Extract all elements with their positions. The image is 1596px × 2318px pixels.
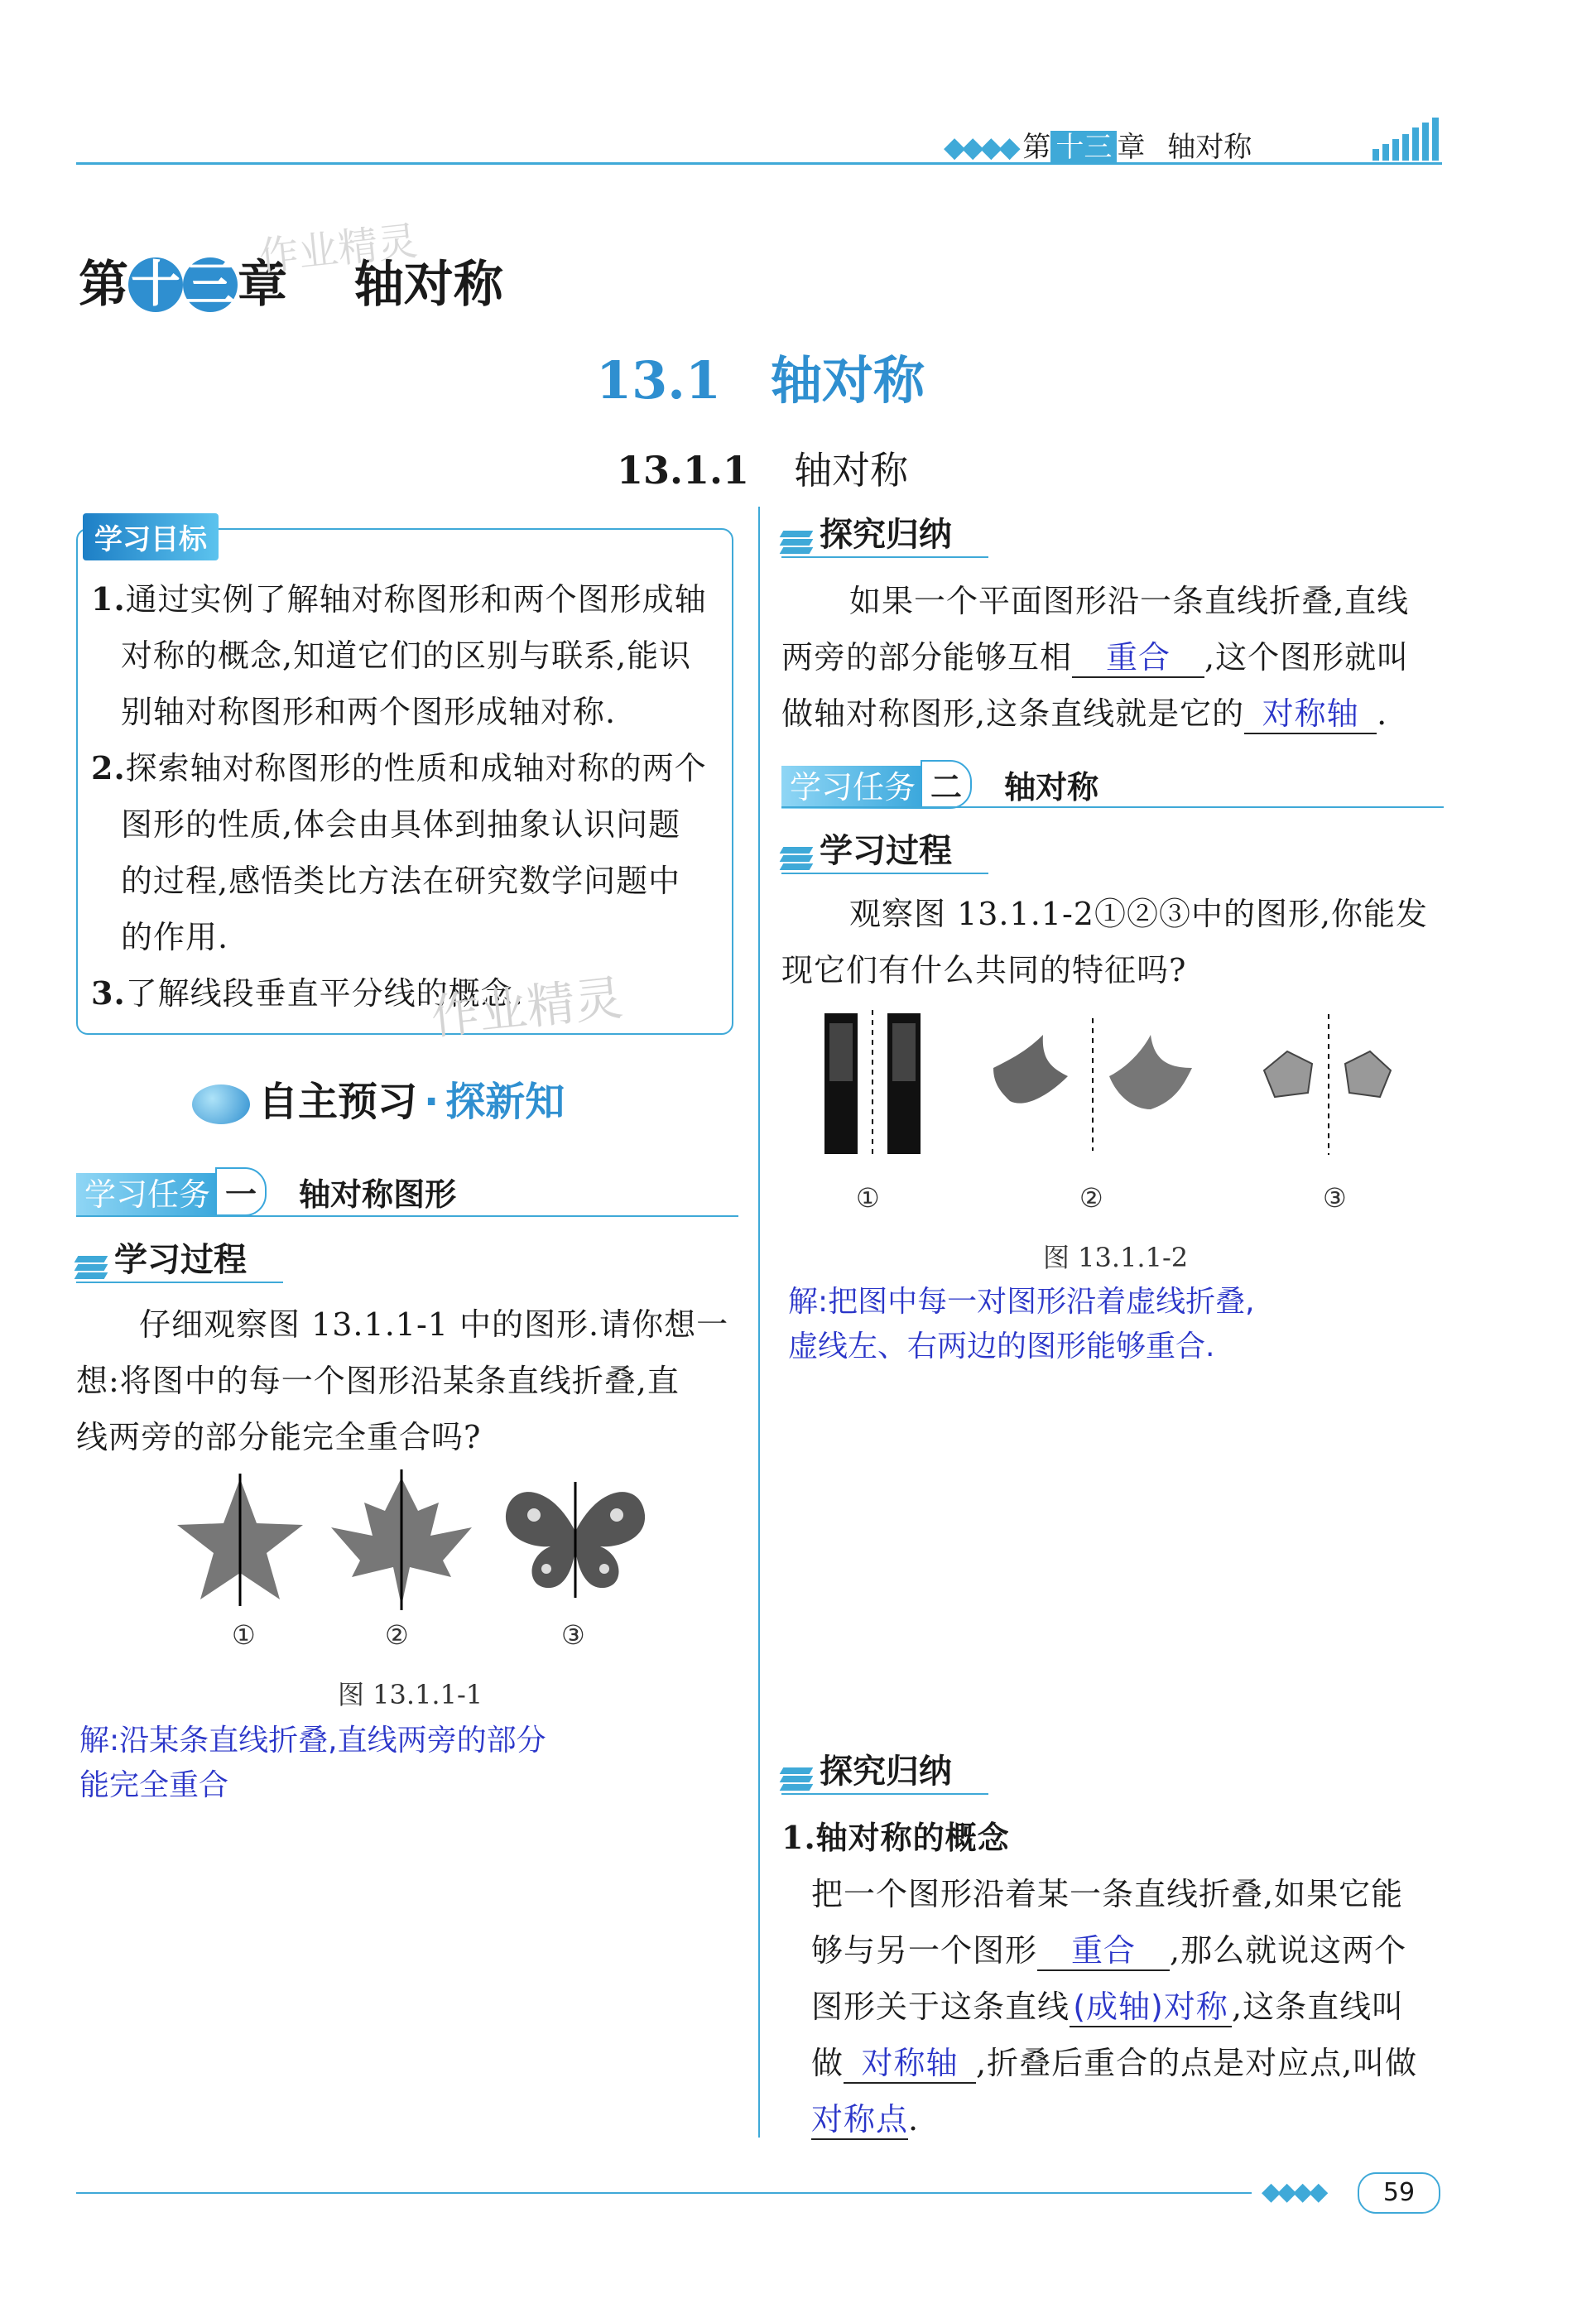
bars-icon — [1371, 116, 1442, 162]
section-title — [596, 339, 925, 413]
header-chapter-suffix: 章 — [1117, 131, 1146, 164]
objective-line: 通过实例了解轴对称图形和两个图形成轴 — [125, 581, 707, 618]
watermark: 作业精灵 — [428, 969, 626, 1046]
objective-num: 2. — [91, 749, 126, 786]
objective-line: 别轴对称图形和两个图形成轴对称. — [121, 694, 617, 730]
answer-blank: 对称轴 — [844, 2044, 976, 2084]
task-title: 轴对称图形 — [299, 1176, 457, 1213]
stack-icon — [781, 844, 815, 873]
task2-rule — [781, 806, 1444, 808]
chapter-prefix: 第 — [79, 256, 128, 314]
subsection-name: 轴对称 — [794, 448, 909, 493]
figure-caption: 图 13.1.1-2 — [1043, 1242, 1189, 1273]
arrows-icon: ◆◆◆◆ — [1262, 2177, 1325, 2206]
answer-line: 解:把图中每一对图形沿着虚线折叠, — [788, 1285, 1255, 1319]
chapter-name: 轴对称 — [353, 256, 503, 314]
figure-label: ② — [1079, 1182, 1103, 1214]
heading-text: 学习过程 — [820, 832, 952, 870]
objectives-label: 学习目标 — [83, 513, 219, 560]
subsection-num: 13.1.1 — [617, 448, 750, 493]
chapter-num1: 十 — [128, 257, 183, 312]
item-title: 1.轴对称的概念 — [781, 1819, 1010, 1856]
text-line: 做轴对称图形,这条直线就是它的 — [781, 695, 1245, 732]
summary1-heading — [781, 508, 952, 557]
text-line: 如果一个平面图形沿一条直线折叠,直线 — [849, 583, 1410, 619]
figure-label: ① — [856, 1182, 880, 1214]
objective-2 — [91, 740, 728, 965]
footer-rule — [76, 2192, 1252, 2194]
text-line: 两旁的部分能够互相 — [781, 639, 1073, 676]
page-number: 59 — [1358, 2172, 1440, 2214]
objective-num: 1. — [91, 580, 126, 618]
heading-text: 学习过程 — [114, 1241, 247, 1279]
objective-line: 了解线段垂直平分线的概念. — [125, 975, 524, 1012]
text-line: 把一个图形沿着某一条直线折叠,如果它能 — [811, 1876, 1404, 1912]
preview-banner — [192, 1070, 565, 1127]
text-line: 做 — [811, 2045, 844, 2081]
watermark: 作业精灵 — [257, 218, 420, 281]
answer-2 — [788, 1280, 1255, 1369]
answer-1 — [79, 1719, 546, 1808]
task1-header — [76, 1167, 456, 1216]
answer-blank: (成轴)对称 — [1070, 1988, 1232, 2027]
task-tag: 学习任务 — [76, 1173, 219, 1216]
task-title: 轴对称 — [1004, 769, 1099, 806]
answer-blank: 对称点 — [811, 2100, 908, 2140]
objective-1 — [91, 571, 728, 740]
objective-3 — [91, 965, 728, 1022]
process2-text — [781, 886, 1444, 998]
pentagons-figure — [1254, 1014, 1403, 1155]
text-line: ,这个图形就叫 — [1204, 639, 1410, 676]
preview-part2: 探新知 — [445, 1079, 565, 1125]
text-line: 想:将图中的每一个图形沿某条直线折叠,直 — [76, 1363, 680, 1399]
leaf-figure — [327, 1469, 476, 1610]
heading-underline — [781, 873, 988, 874]
text-line: 仔细观察图 13.1.1-1 中的图形.请你想一 — [139, 1306, 729, 1343]
answer-blank: 重合 — [1037, 1931, 1170, 1971]
objective-line: 图形的性质,体会由具体到抽象认识问题 — [121, 806, 681, 843]
text-line: ,那么就说这两个 — [1170, 1932, 1407, 1969]
objective-line: 的作用. — [121, 919, 229, 955]
answer-line: 解:沿某条直线折叠,直线两旁的部分 — [79, 1724, 546, 1758]
birds-figure — [977, 1018, 1209, 1151]
objective-line: 的过程,感悟类比方法在研究数学问题中 — [121, 863, 681, 899]
butterfly-figure — [501, 1482, 650, 1598]
task-num: 一 — [215, 1167, 267, 1216]
answer-line: 虚线左、右两边的图形能够重合. — [788, 1330, 1215, 1363]
text-line: 图形关于这条直线 — [811, 1989, 1070, 2025]
text-line: 现它们有什么共同的特征吗? — [781, 952, 1187, 988]
process1-text — [76, 1296, 738, 1465]
task-tag: 学习任务 — [781, 766, 924, 809]
figure-label: ① — [232, 1619, 256, 1651]
answer-line: 能完全重合 — [79, 1768, 229, 1802]
objective-line: 对称的概念,知道它们的区别与联系,能识 — [121, 637, 692, 674]
summary2-text — [781, 1810, 1444, 2147]
text-line: ,这条直线叫 — [1232, 1989, 1405, 2025]
stack-icon — [781, 527, 815, 557]
answer-blank: 重合 — [1072, 638, 1204, 678]
header-chapter-num: 十三 — [1050, 131, 1117, 164]
heading-text: 探究归纳 — [820, 1753, 952, 1791]
objective-num: 3. — [91, 974, 126, 1012]
text-line: . — [1377, 695, 1388, 732]
text-line: 线两旁的部分能完全重合吗? — [76, 1419, 482, 1455]
summary2-heading — [781, 1745, 952, 1794]
column-divider — [758, 507, 760, 2138]
chapter-suffix: 章 — [238, 256, 287, 314]
header-chapter-title: 轴对称 — [1167, 131, 1252, 164]
text-line: ,折叠后重合的点是对应点,叫做 — [976, 2045, 1418, 2081]
task-num: 二 — [921, 760, 972, 809]
heading-underline — [781, 1793, 988, 1795]
heading-underline — [76, 1282, 283, 1283]
objectives-list — [91, 571, 728, 1022]
globe-icon — [192, 1084, 250, 1124]
text-line: . — [908, 2101, 920, 2138]
objective-line: 探索轴对称图形的性质和成轴对称的两个 — [125, 750, 707, 786]
preview-part1: 自主预习 — [258, 1079, 418, 1125]
section-name: 轴对称 — [771, 350, 925, 411]
arrows-icon: ◆◆◆◆ — [944, 131, 1023, 164]
lattice-doors-figure — [820, 1010, 927, 1159]
section-num: 13.1 — [596, 350, 722, 411]
heading-underline — [781, 556, 988, 558]
figure-label: ③ — [561, 1619, 585, 1651]
process2-heading — [781, 825, 952, 873]
figure-label: ② — [385, 1619, 409, 1651]
process1-heading — [76, 1234, 247, 1282]
stack-icon — [781, 1764, 815, 1794]
task2-header — [781, 760, 1098, 809]
preview-dot: · — [424, 1079, 440, 1125]
text-line: 观察图 13.1.1-2①②③中的图形,你能发 — [849, 896, 1429, 932]
stack-icon — [76, 1253, 109, 1282]
figure-label: ③ — [1323, 1182, 1347, 1214]
task1-rule — [76, 1215, 738, 1217]
header-chapter-prefix: 第 — [1022, 131, 1051, 164]
star-figure — [174, 1474, 306, 1606]
figure-caption: 图 13.1.1-1 — [338, 1679, 483, 1710]
summary1-text — [781, 573, 1444, 742]
answer-blank: 对称轴 — [1244, 695, 1377, 734]
chapter-num2: 三 — [183, 257, 238, 312]
running-header — [944, 124, 1252, 165]
subsection-title — [617, 440, 908, 495]
text-line: 够与另一个图形 — [811, 1932, 1038, 1969]
heading-text: 探究归纳 — [820, 516, 952, 554]
